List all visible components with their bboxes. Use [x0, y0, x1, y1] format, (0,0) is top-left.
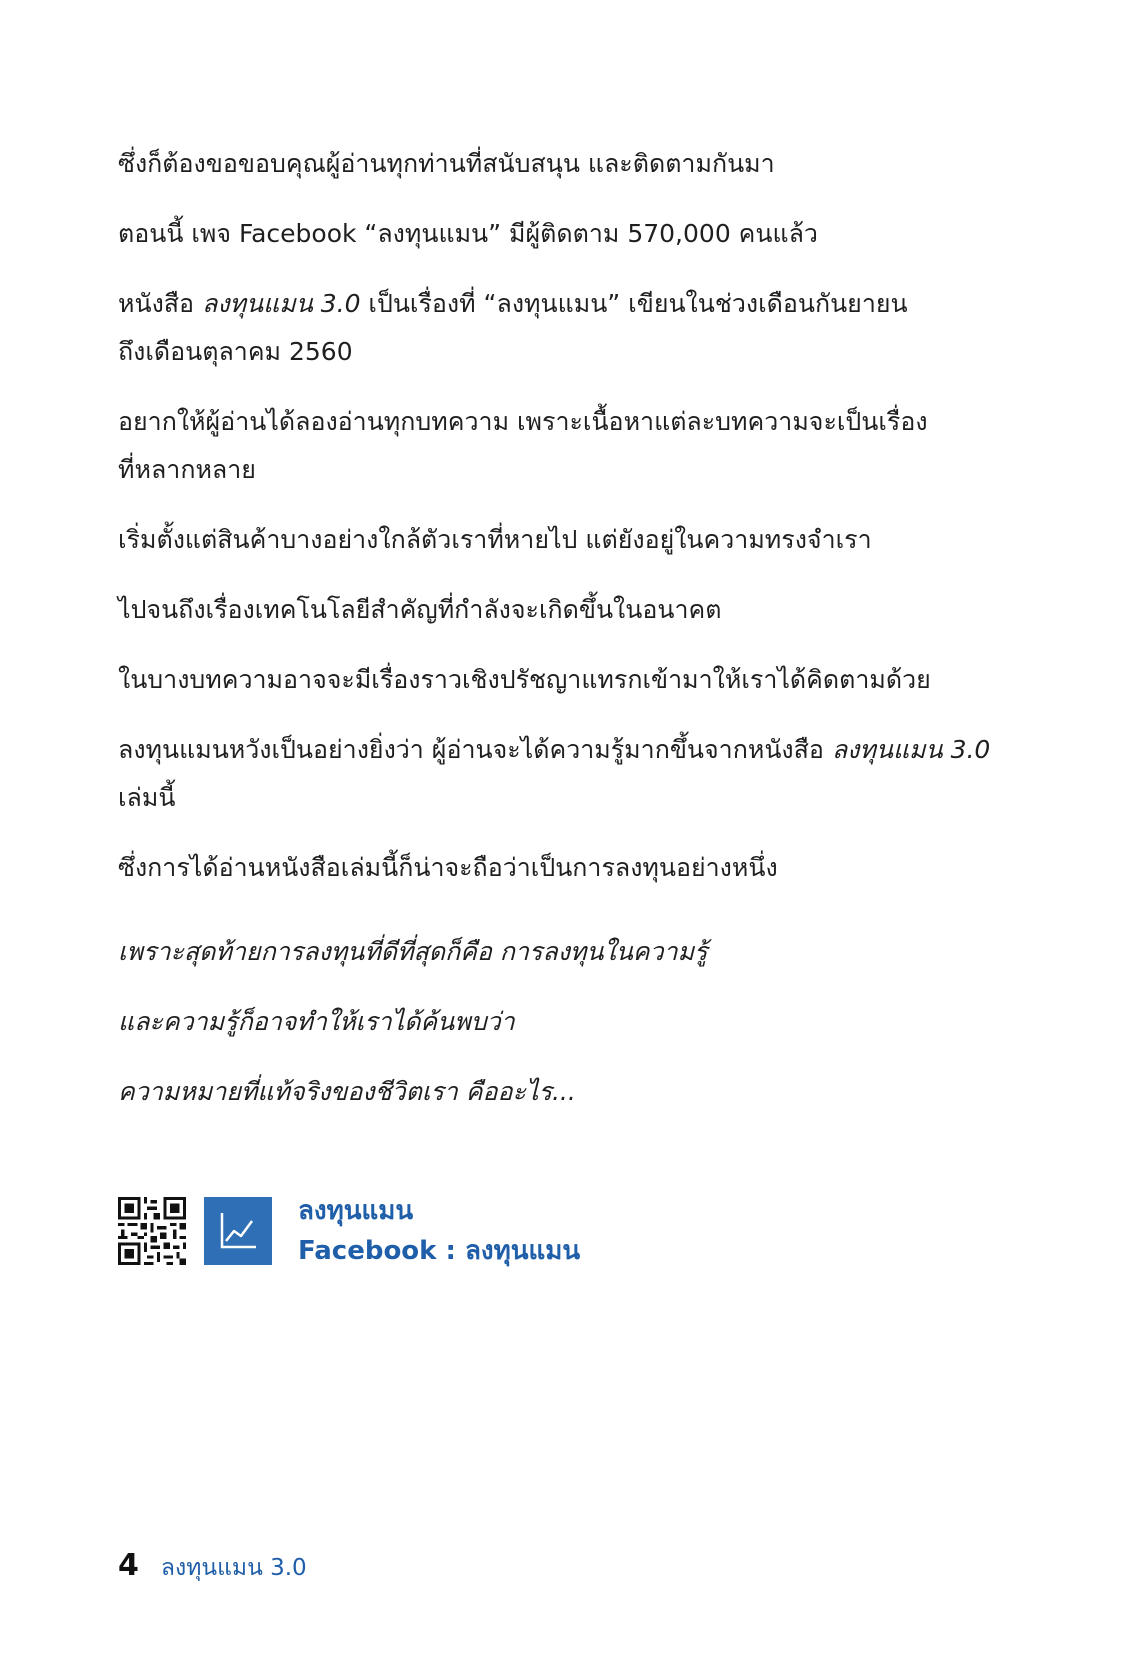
- variety-line-2: ที่หลากหลาย: [118, 455, 256, 484]
- footer-book-title: ลงทุนแมน 3.0: [160, 1555, 307, 1581]
- paragraph-technology: ไปจนถึงเรื่องเทคโนโลยีสำคัญที่กำลังจะเกิดขึ้นในอนาคต: [118, 595, 722, 624]
- paragraph-variety: [118, 398, 998, 494]
- book-intro-line-1: [118, 280, 998, 328]
- brand-name[interactable]: ลงทุนแมน: [298, 1196, 414, 1226]
- paragraph-hope: [118, 726, 998, 822]
- paragraph-thanks: ซึ่งก็ต้องขอขอบคุณผู้อ่านทุกท่านที่สนับสนุน และติดตามกันมา: [118, 149, 775, 178]
- facebook-link[interactable]: Facebook : ลงทุนแมน: [298, 1236, 581, 1266]
- book-title-inline: ลงทุนแมน 3.0: [202, 289, 361, 318]
- book-intro-line-2: ถึงเดือนตุลาคม 2560: [118, 337, 353, 366]
- line-chart-icon[interactable]: [204, 1197, 272, 1265]
- qr-code-icon[interactable]: [118, 1197, 186, 1265]
- paragraph-investment: ซึ่งการได้อ่านหนังสือเล่มนี้ก็น่าจะถือว่าเป็นการลงทุนอย่างหนึ่ง: [118, 853, 778, 882]
- book-intro-prefix: หนังสือ: [118, 289, 202, 318]
- book-title-inline-2: ลงทุนแมน 3.0: [831, 735, 991, 764]
- hope-line-2: เล่มนี้: [118, 783, 176, 812]
- paragraph-book-intro: [118, 280, 998, 376]
- social-block: [118, 1195, 580, 1267]
- hope-line-1: [118, 726, 998, 774]
- closing-quote: [118, 906, 998, 1116]
- paragraph-products: เริ่มตั้งแต่สินค้าบางอย่างใกล้ตัวเราที่หายไป แต่ยังอยู่ในความทรงจำเรา: [118, 525, 872, 554]
- page-number: 4: [118, 1548, 139, 1583]
- line-chart-glyph: [216, 1209, 260, 1253]
- paragraph-philosophy: ในบางบทความอาจจะมีเรื่องราวเชิงปรัชญาแทรกเข้ามาให้เราได้คิดตามด้วย: [118, 665, 931, 694]
- book-intro-suffix: เป็นเรื่องที่ “ลงทุนแมน” เขียนในช่วงเดือนกันยายน: [360, 289, 908, 318]
- closing-line-3: ความหมายที่แท้จริงของชีวิตเรา คืออะไร...: [118, 1077, 576, 1106]
- closing-line-1: เพราะสุดท้ายการลงทุนที่ดีที่สุดก็คือ การลงทุนในความรู้: [118, 937, 708, 966]
- page-body: [118, 140, 998, 1138]
- page-footer: [118, 1548, 307, 1586]
- paragraph-followers: ตอนนี้ เพจ Facebook “ลงทุนแมน” มีผู้ติดตาม 570,000 คนแล้ว: [118, 219, 818, 248]
- social-text: [298, 1191, 580, 1271]
- closing-line-2: และความรู้ก็อาจทำให้เราได้ค้นพบว่า: [118, 1007, 515, 1036]
- hope-prefix: ลงทุนแมนหวังเป็นอย่างยิ่งว่า ผู้อ่านจะได้ความรู้มากขึ้นจากหนังสือ: [118, 735, 832, 764]
- variety-line-1: อยากให้ผู้อ่านได้ลองอ่านทุกบทความ เพราะเนื้อหาแต่ละบทความจะเป็นเรื่อง: [118, 407, 928, 436]
